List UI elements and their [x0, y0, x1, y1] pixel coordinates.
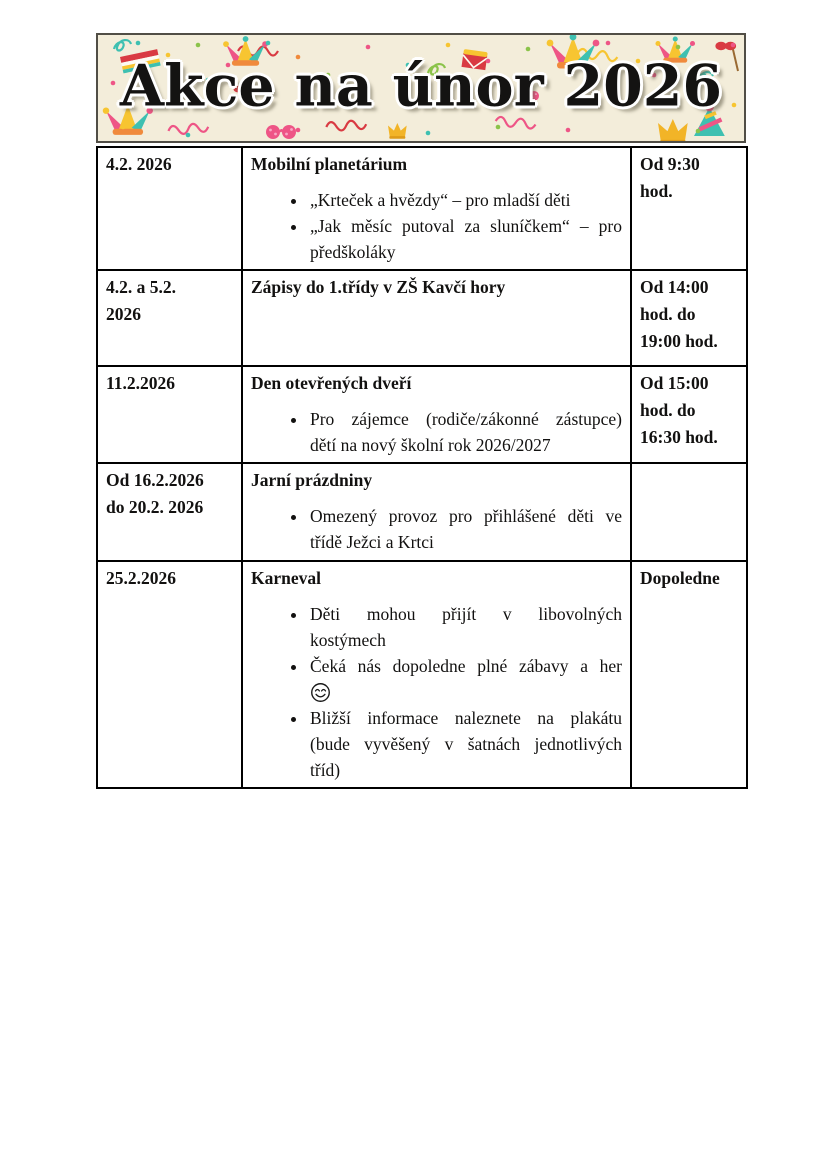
list-item — [308, 653, 622, 705]
bullet-line: předškoláky — [310, 242, 396, 262]
time-cell — [631, 147, 747, 270]
list-item — [308, 705, 622, 783]
bullet-line: • Pro zájemce (rodiče/zákonné zástupce) — [310, 409, 622, 429]
event-title: Karneval — [251, 568, 321, 588]
date-cell — [97, 147, 242, 270]
bullet-line: třídě Ježci a Krtci — [310, 532, 434, 552]
time-text: 16:30 hod. — [640, 427, 718, 447]
list-item — [308, 213, 622, 265]
bullet-line: • „Krteček a hvězdy“ – pro mladší děti — [310, 190, 571, 210]
time-cell — [631, 366, 747, 463]
date-cell — [97, 561, 242, 788]
bullet-line: • Bližší informace naleznete na plakátu — [310, 708, 622, 728]
bullet-line: tříd) — [310, 760, 341, 780]
bullet-line: • Omezený provoz pro přihlášené děti ve — [310, 506, 622, 526]
list-item — [308, 187, 622, 213]
time-text: hod. — [640, 181, 673, 201]
time-text: hod. do — [640, 304, 696, 324]
time-text: Dopoledne — [640, 568, 720, 588]
bullet-list — [251, 601, 622, 783]
time-text: hod. do — [640, 400, 696, 420]
page-title: Akce na únor 2026 — [119, 52, 723, 120]
date-text: 2026 — [106, 304, 141, 324]
bullet-line: dětí na nový školní rok 2026/2027 — [310, 435, 551, 455]
bullet-list — [251, 406, 622, 458]
date-text: 11.2.2026 — [106, 373, 176, 393]
event-title: Den otevřených dveří — [251, 373, 412, 393]
list-item — [308, 601, 622, 653]
bullet-line: • Čeká nás dopoledne plné zábavy a her — [310, 656, 622, 676]
time-text: Od 14:00 — [640, 277, 709, 297]
time-text: Od 9:30 — [640, 154, 700, 174]
date-cell — [97, 366, 242, 463]
title-banner — [96, 33, 746, 143]
bullet-list — [251, 503, 622, 555]
description-cell — [242, 463, 631, 561]
table-row — [97, 463, 747, 561]
events-table — [96, 146, 748, 789]
description-cell — [242, 366, 631, 463]
time-cell — [631, 270, 747, 366]
description-cell — [242, 270, 631, 366]
event-title: Jarní prázdniny — [251, 470, 373, 490]
date-text: do 20.2. 2026 — [106, 497, 204, 517]
bullet-line: kostýmech — [310, 630, 386, 650]
time-text: 19:00 hod. — [640, 331, 718, 351]
time-text: Od 15:00 — [640, 373, 709, 393]
bullet-line: • Děti mohou přijít v libovolných — [310, 604, 622, 624]
list-item — [308, 406, 622, 458]
description-cell — [242, 561, 631, 788]
bullet-line: (bude vyvěšený v šatnách jednotlivých — [310, 734, 622, 754]
time-cell — [631, 463, 747, 561]
smiley-icon — [310, 682, 331, 703]
date-text: 4.2. 2026 — [106, 154, 172, 174]
list-item — [308, 503, 622, 555]
time-cell — [631, 561, 747, 788]
table-row — [97, 561, 747, 788]
date-cell — [97, 463, 242, 561]
table-row — [97, 270, 747, 366]
description-cell — [242, 147, 631, 270]
table-row — [97, 366, 747, 463]
date-text: 25.2.2026 — [106, 568, 176, 588]
event-title: Zápisy do 1.třídy v ZŠ Kavčí hory — [251, 277, 506, 297]
event-title: Mobilní planetárium — [251, 154, 408, 174]
date-text: Od 16.2.2026 — [106, 470, 204, 490]
emoji-line — [310, 679, 622, 705]
date-text: 4.2. a 5.2. — [106, 277, 176, 297]
bullet-list — [251, 187, 622, 265]
date-cell — [97, 270, 242, 366]
bullet-line: • „Jak měsíc putoval za sluníčkem“ – pro — [310, 216, 622, 236]
table-row — [97, 147, 747, 270]
